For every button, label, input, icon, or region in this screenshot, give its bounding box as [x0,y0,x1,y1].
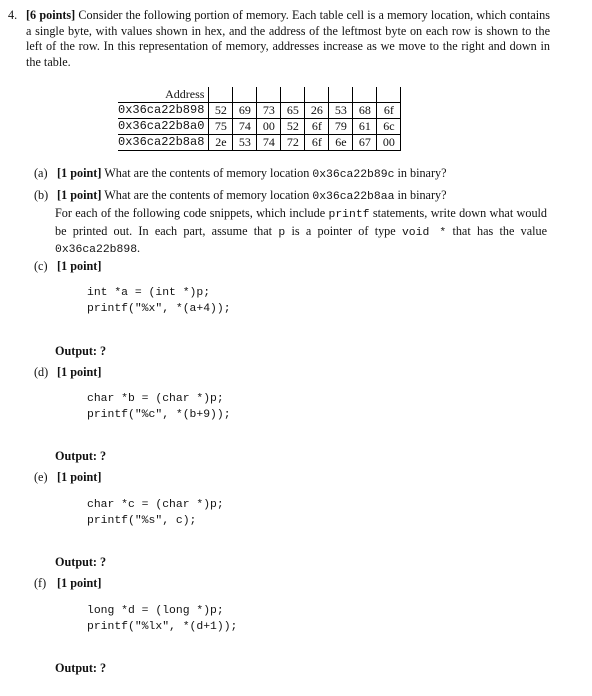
byte-cell: 79 [329,119,353,135]
output-label: Output: ? [55,661,107,675]
byte-cell: 53 [329,103,353,119]
byte-cell: 26 [305,103,329,119]
code-line: printf("%c", *(b+9)); [87,409,231,421]
instructions-text-2: statements, write down what would be printed out. In each part, assume that [55,206,548,238]
memory-table [118,87,401,151]
byte-cell: 00 [257,119,281,135]
part-b [34,188,447,206]
part-a-text: What are the contents of memory location [104,166,310,180]
part-c-points: [1 point] [57,259,102,273]
instructions-text-1: For each of the following code snippets, which include [55,206,326,220]
part-c-output [55,344,106,360]
part-b-text: What are the contents of memory location [104,188,310,202]
part-e-points: [1 point] [57,470,102,484]
part-e-code [87,497,224,529]
code-line: int *a = (int *)p; [87,287,211,299]
byte-cell: 53 [233,135,257,151]
question-number: 4. [8,8,18,22]
byte-cell: 52 [209,103,233,119]
memory-row [118,119,401,135]
part-f-label: (f) [34,576,47,590]
byte-cell: 6c [377,119,401,135]
row-address: 0x36ca22b8a8 [118,135,209,151]
byte-cell: 6f [377,103,401,119]
byte-cell: 65 [281,103,305,119]
byte-cell: 00 [377,135,401,151]
code-line: printf("%x", *(a+4)); [87,303,231,315]
instructions-text-4: that has the value [452,223,548,238]
part-f-points: [1 point] [57,576,102,590]
part-a-points: [1 point] [57,166,102,180]
byte-cell: 72 [281,135,305,151]
part-b-label: (b) [34,188,49,202]
part-f [34,576,101,592]
part-a [34,166,447,184]
byte-cell: 67 [353,135,377,151]
memory-row [118,135,401,151]
byte-cell: 6e [329,135,353,151]
void-pointer-token: void * [401,226,447,239]
part-e-output [55,555,106,571]
byte-cell: 68 [353,103,377,119]
question-intro [26,8,550,70]
byte-cell: 6f [305,135,329,151]
code-line: char *b = (char *)p; [87,393,224,405]
byte-cell: 61 [353,119,377,135]
row-address: 0x36ca22b898 [118,103,209,119]
part-b-text-end: in binary? [397,188,447,202]
code-line: long *d = (long *)p; [87,605,224,617]
byte-cell: 75 [209,119,233,135]
question-points: [6 points] [26,8,76,22]
part-d-points: [1 point] [57,365,102,379]
output-label: Output: ? [55,555,107,569]
byte-cell: 52 [281,119,305,135]
part-d-label: (d) [34,365,49,379]
instructions-text-3: is a pointer of type [291,223,396,238]
question-intro-text: Consider the following portion of memory. Each table cell is a memory location, which contains a single byte, with values shown in hex, and the address of the leftmost byte on each row is shown to the left of the row. In this representation of memory, addresses increase as we move to the right and down in the table. [26,8,550,69]
part-a-text-end: in binary? [397,166,447,180]
part-e [34,470,101,486]
code-line: char *c = (char *)p; [87,499,224,511]
code-line: printf("%s", c); [87,515,197,527]
output-label: Output: ? [55,449,107,463]
part-e-label: (e) [34,470,48,484]
part-b-address: 0x36ca22b8aa [312,191,395,203]
byte-cell: 6f [305,119,329,135]
pointer-value: 0x36ca22b898 [55,244,138,256]
part-f-code [87,603,237,635]
address-header: Address [118,87,209,103]
byte-cell: 69 [233,103,257,119]
part-c-code [87,285,231,317]
part-d-code [87,391,231,423]
byte-cell: 74 [233,119,257,135]
row-address: 0x36ca22b8a0 [118,119,209,135]
byte-cell: 74 [257,135,281,151]
code-instructions [55,206,547,259]
p-token: p [278,226,286,239]
part-b-points: [1 point] [57,188,102,202]
output-label: Output: ? [55,344,107,358]
memory-row [118,103,401,119]
byte-cell: 73 [257,103,281,119]
printf-token: printf [328,209,370,221]
part-f-output [55,661,106,677]
part-c [34,259,101,275]
code-line: printf("%lx", *(d+1)); [87,621,238,633]
part-d-output [55,449,106,465]
instructions-period: . [137,241,141,255]
part-c-label: (c) [34,259,48,273]
part-a-address: 0x36ca22b89c [312,169,395,181]
part-a-label: (a) [34,166,48,180]
byte-cell: 2e [209,135,233,151]
part-d [34,365,101,381]
